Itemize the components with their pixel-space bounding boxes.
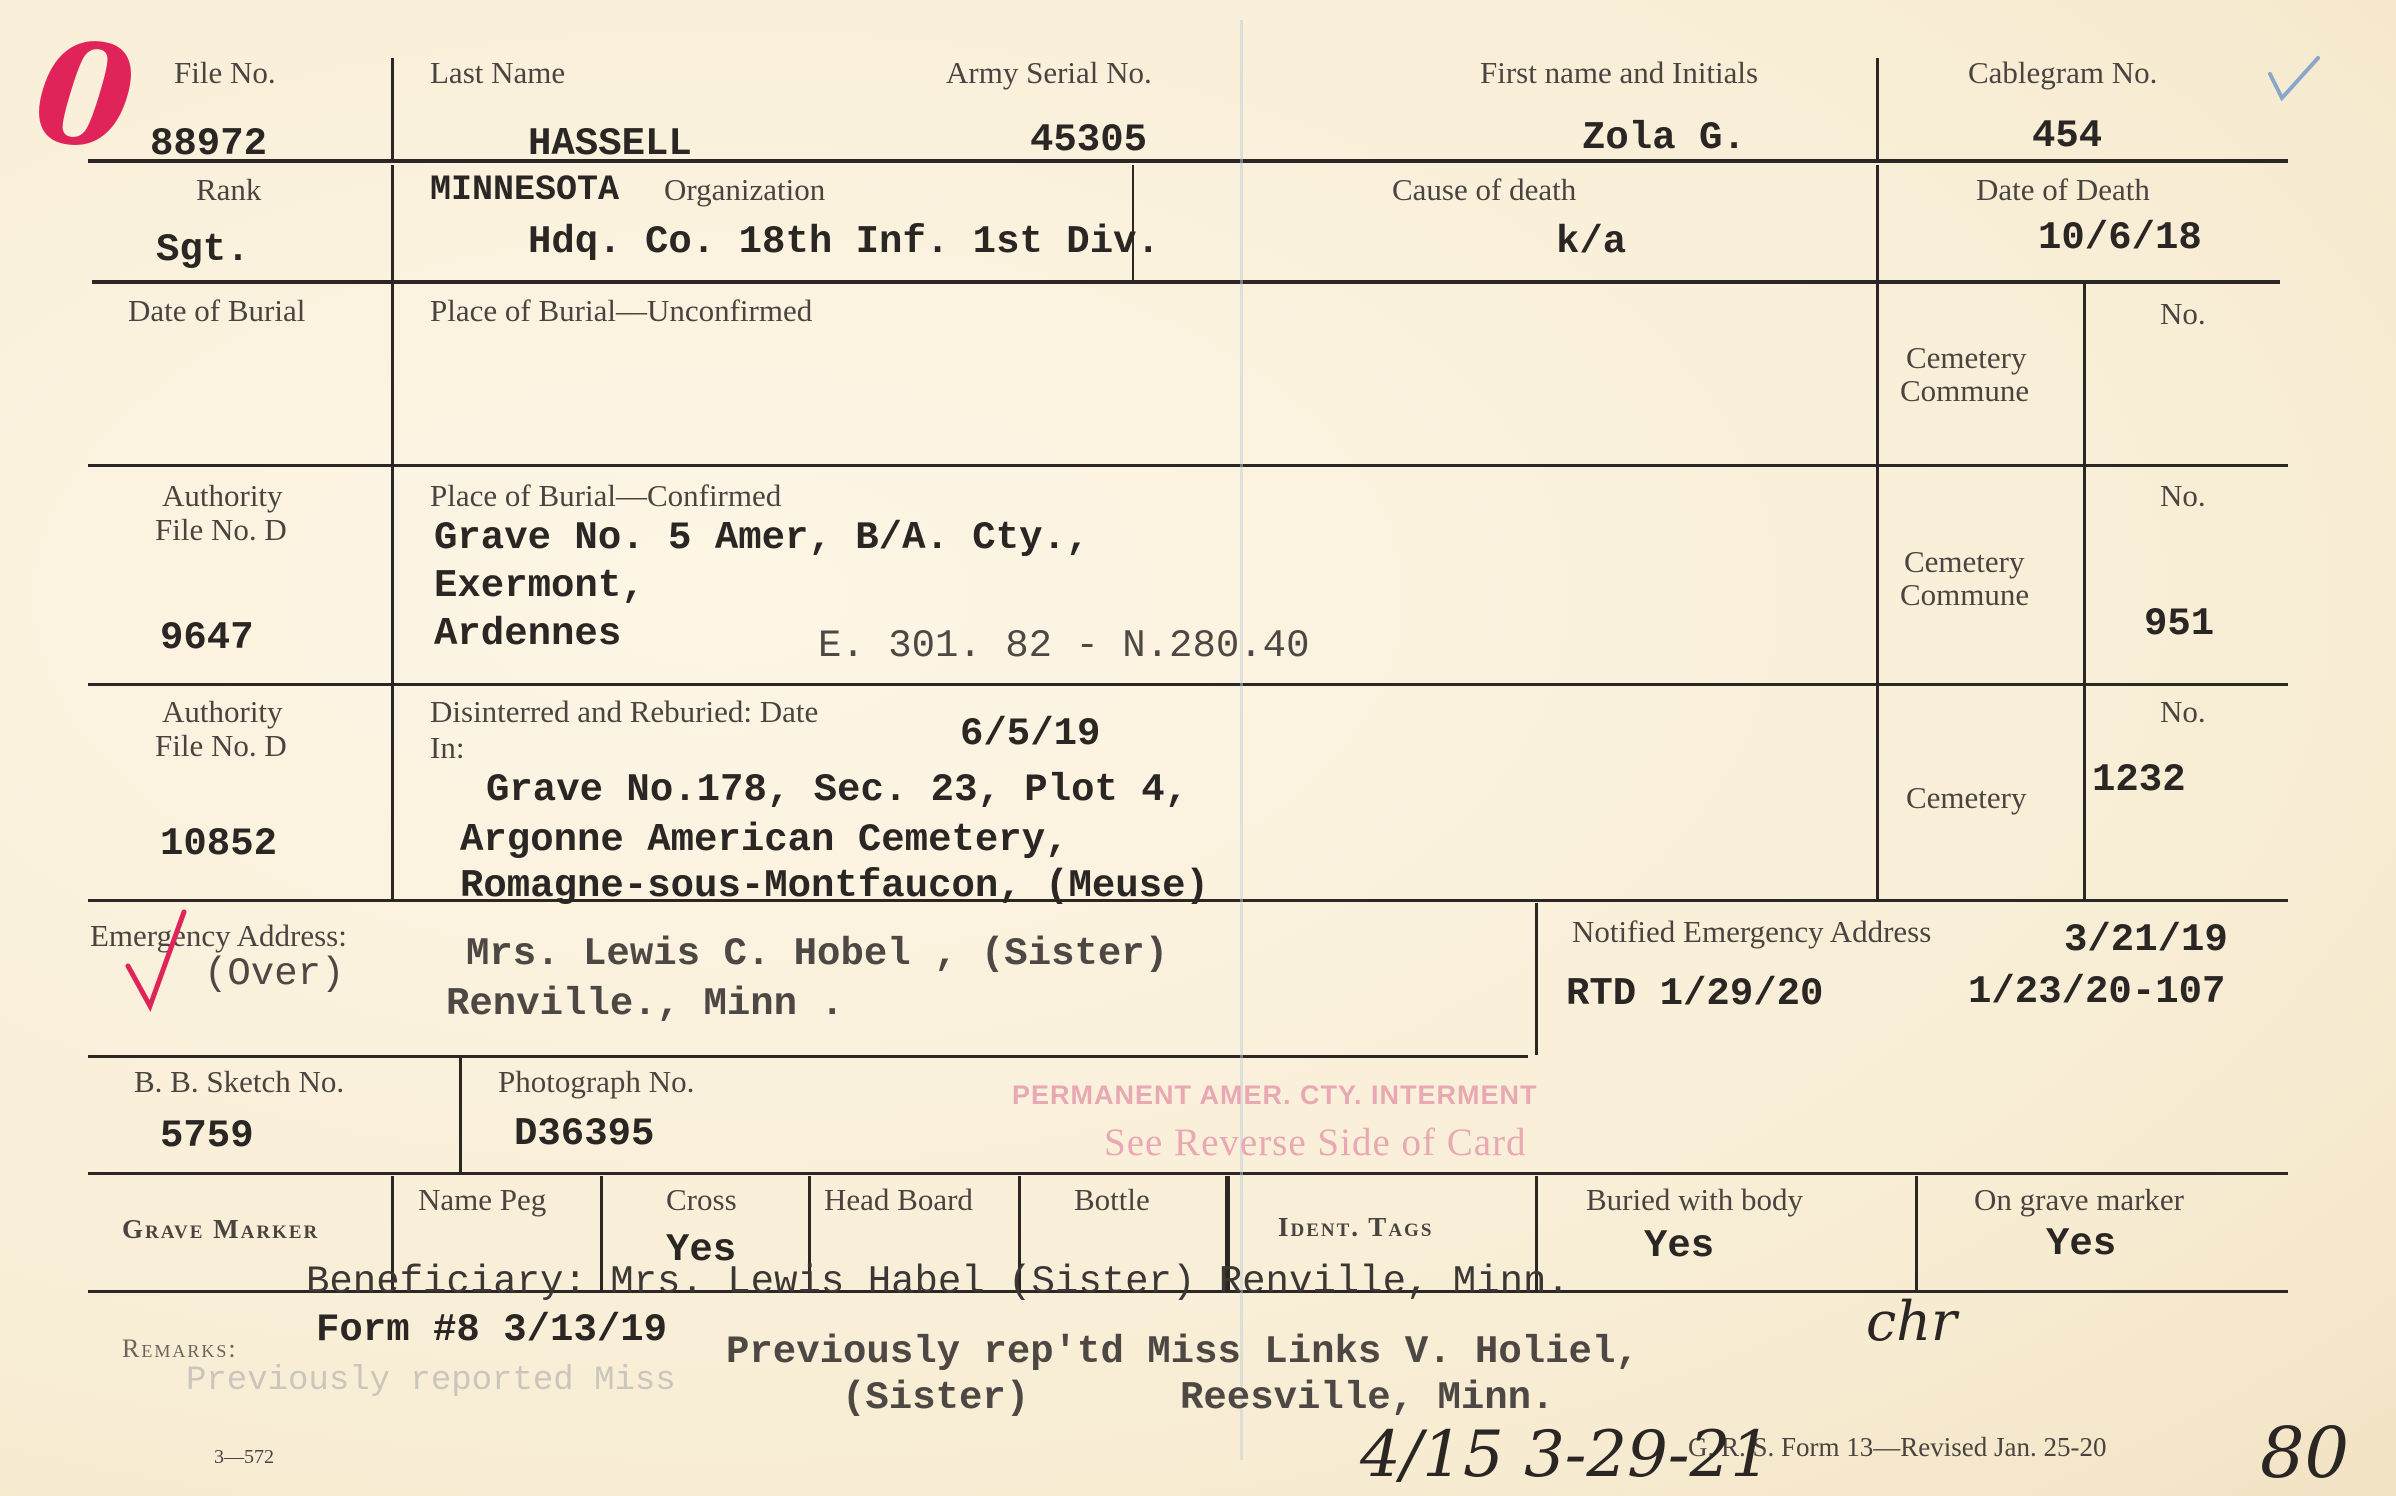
reburied-line-3: Romagne-sous-Montfaucon, (Meuse) (460, 864, 1209, 908)
name-peg-label: Name Peg (418, 1182, 547, 1217)
disinterred-in-label: In: (430, 730, 465, 765)
form-code-left: 3—572 (214, 1446, 274, 1468)
cablegram-label: Cablegram No. (1968, 55, 2158, 90)
rank-label: Rank (196, 172, 262, 207)
buried-with-body-label: Buried with body (1586, 1182, 1803, 1217)
notified-ref-value: 1/23/20-107 (1968, 970, 2226, 1014)
vrule-death (1876, 165, 1879, 280)
cemetery-label-3: Cemetery (1906, 780, 2027, 815)
photograph-label: Photograph No. (498, 1064, 695, 1099)
beneficiary-value: Beneficiary: Mrs. Lewis Habel (Sister) Renville, Minn. (306, 1260, 1570, 1304)
cross-value: Yes (666, 1228, 737, 1272)
file-no-value: 88972 (150, 122, 268, 166)
red-zero-mark: 0 (27, 9, 142, 183)
rule-3 (88, 464, 2288, 467)
vrule-rank (391, 165, 394, 280)
state-value: MINNESOTA (430, 170, 620, 210)
emergency-address-label: Emergency Address: (90, 918, 347, 953)
handwritten-bottom-date: 4/15 3-29-21 (1360, 1418, 1771, 1492)
place-unconfirmed-label: Place of Burial—Unconfirmed (430, 293, 813, 328)
emergency-line-2: Renville., Minn . (446, 982, 844, 1026)
ident-tags-label: Ident. Tags (1278, 1212, 1434, 1242)
confirmed-line-2: Exermont, (434, 564, 645, 608)
vrule-notified (1535, 903, 1538, 1055)
last-name-label: Last Name (430, 55, 566, 90)
remarks-label: Remarks: (122, 1334, 238, 1363)
interment-stamp-line-1: PERMANENT AMER. CTY. INTERMENT (1012, 1080, 1538, 1110)
army-serial-value: 45305 (1030, 118, 1148, 162)
cemetery-label-1: Cemetery (1906, 340, 2027, 375)
blue-check-icon (2264, 54, 2324, 104)
emergency-line-1: Mrs. Lewis C. Hobel , (Sister) (466, 932, 1169, 976)
last-name-value: HASSELL (528, 122, 692, 166)
reburied-line-2: Argonne American Cemetery, (460, 818, 1069, 862)
rule-4 (88, 683, 2288, 686)
cross-label: Cross (666, 1182, 737, 1217)
rule-1 (88, 159, 2288, 163)
rule-2 (92, 280, 2280, 284)
remarks-prev-value: Previously rep'td Miss Links V. Holiel, (726, 1330, 1639, 1374)
notified-emergency-label: Notified Emergency Address (1572, 914, 1932, 949)
authority-label-2: Authority (162, 694, 283, 729)
bb-sketch-value: 5759 (160, 1114, 254, 1158)
rule-6 (88, 1055, 1528, 1058)
authority-value-2: 10852 (160, 822, 278, 866)
vrule-sketch (459, 1058, 462, 1172)
remarks-town-value: Reesville, Minn. (1180, 1376, 1555, 1420)
coordinates-value: E. 301. 82 - N.280.40 (818, 624, 1310, 668)
on-grave-marker-value: Yes (2046, 1222, 2117, 1266)
photograph-value: D36395 (514, 1112, 655, 1156)
vrule-left-body (391, 284, 394, 899)
fold-line (1240, 20, 1243, 1460)
army-serial-label: Army Serial No. (946, 55, 1152, 90)
bb-sketch-label: B. B. Sketch No. (134, 1064, 345, 1099)
disinterred-label: Disinterred and Reburied: Date (430, 694, 819, 729)
red-check-icon (122, 906, 192, 1016)
interment-stamp-line-2: See Reverse Side of Card (1104, 1121, 1527, 1164)
date-of-burial-label: Date of Burial (128, 293, 306, 328)
handwritten-initials: chr (1866, 1290, 1957, 1353)
confirmed-no-value: 951 (2144, 602, 2215, 646)
authority-file-label-1: File No. D (155, 512, 287, 547)
reburied-no-value: 1232 (2092, 758, 2186, 802)
rule-7 (88, 1172, 2288, 1175)
cause-of-death-label: Cause of death (1392, 172, 1577, 207)
reburied-date-value: 6/5/19 (960, 712, 1101, 756)
form-code-right: G. R. S. Form 13—Revised Jan. 25-20 (1688, 1432, 2107, 1462)
no-label-2: No. (2160, 478, 2206, 513)
vrule-cemetery (1876, 284, 1879, 899)
date-of-death-label: Date of Death (1976, 172, 2150, 207)
authority-file-label-2: File No. D (155, 728, 287, 763)
no-label-3: No. (2160, 694, 2206, 729)
notified-date-value: 3/21/19 (2064, 918, 2228, 962)
grave-marker-label: Grave Marker (122, 1214, 320, 1244)
organization-label: Organization (664, 172, 826, 207)
vrule-marker (1915, 1176, 1918, 1290)
first-name-label: First name and Initials (1480, 55, 1759, 90)
remarks-form-value: Form #8 3/13/19 (316, 1308, 668, 1352)
emergency-over-value: (Over) (204, 952, 345, 996)
organization-value: Hdq. Co. 18th Inf. 1st Div. (528, 220, 1160, 264)
remarks-sister-value: (Sister) (842, 1376, 1030, 1420)
no-label-1: No. (2160, 296, 2206, 331)
authority-label-1: Authority (162, 478, 283, 513)
reburied-line-1: Grave No.178, Sec. 23, Plot 4, (486, 768, 1189, 812)
bottle-label: Bottle (1074, 1182, 1150, 1217)
confirmed-line-3: Ardennes (434, 612, 622, 656)
vrule-cable (1876, 58, 1879, 163)
cause-of-death-value: k/a (1556, 220, 1627, 264)
cablegram-value: 454 (2032, 114, 2103, 158)
date-of-death-value: 10/6/18 (2038, 216, 2202, 260)
handwritten-corner-number: 80 (2260, 1412, 2350, 1494)
rank-value: Sgt. (156, 228, 250, 272)
vrule-file (391, 58, 394, 163)
authority-value-1: 9647 (160, 616, 254, 660)
commune-label-1: Commune (1900, 373, 2030, 408)
on-grave-marker-label: On grave marker (1974, 1182, 2185, 1217)
file-no-label: File No. (174, 55, 276, 90)
cemetery-label-2: Cemetery (1904, 544, 2025, 579)
vrule-no (2083, 284, 2086, 899)
head-board-label: Head Board (824, 1182, 973, 1217)
faint-remark: Previously reported Miss (186, 1362, 676, 1400)
commune-label-2: Commune (1900, 577, 2030, 612)
first-name-value: Zola G. (1582, 116, 1746, 160)
place-confirmed-label: Place of Burial—Confirmed (430, 478, 782, 513)
rtd-value: RTD 1/29/20 (1566, 972, 1824, 1016)
buried-with-body-value: Yes (1644, 1224, 1715, 1268)
confirmed-line-1: Grave No. 5 Amer, B/A. Cty., (434, 516, 1090, 560)
